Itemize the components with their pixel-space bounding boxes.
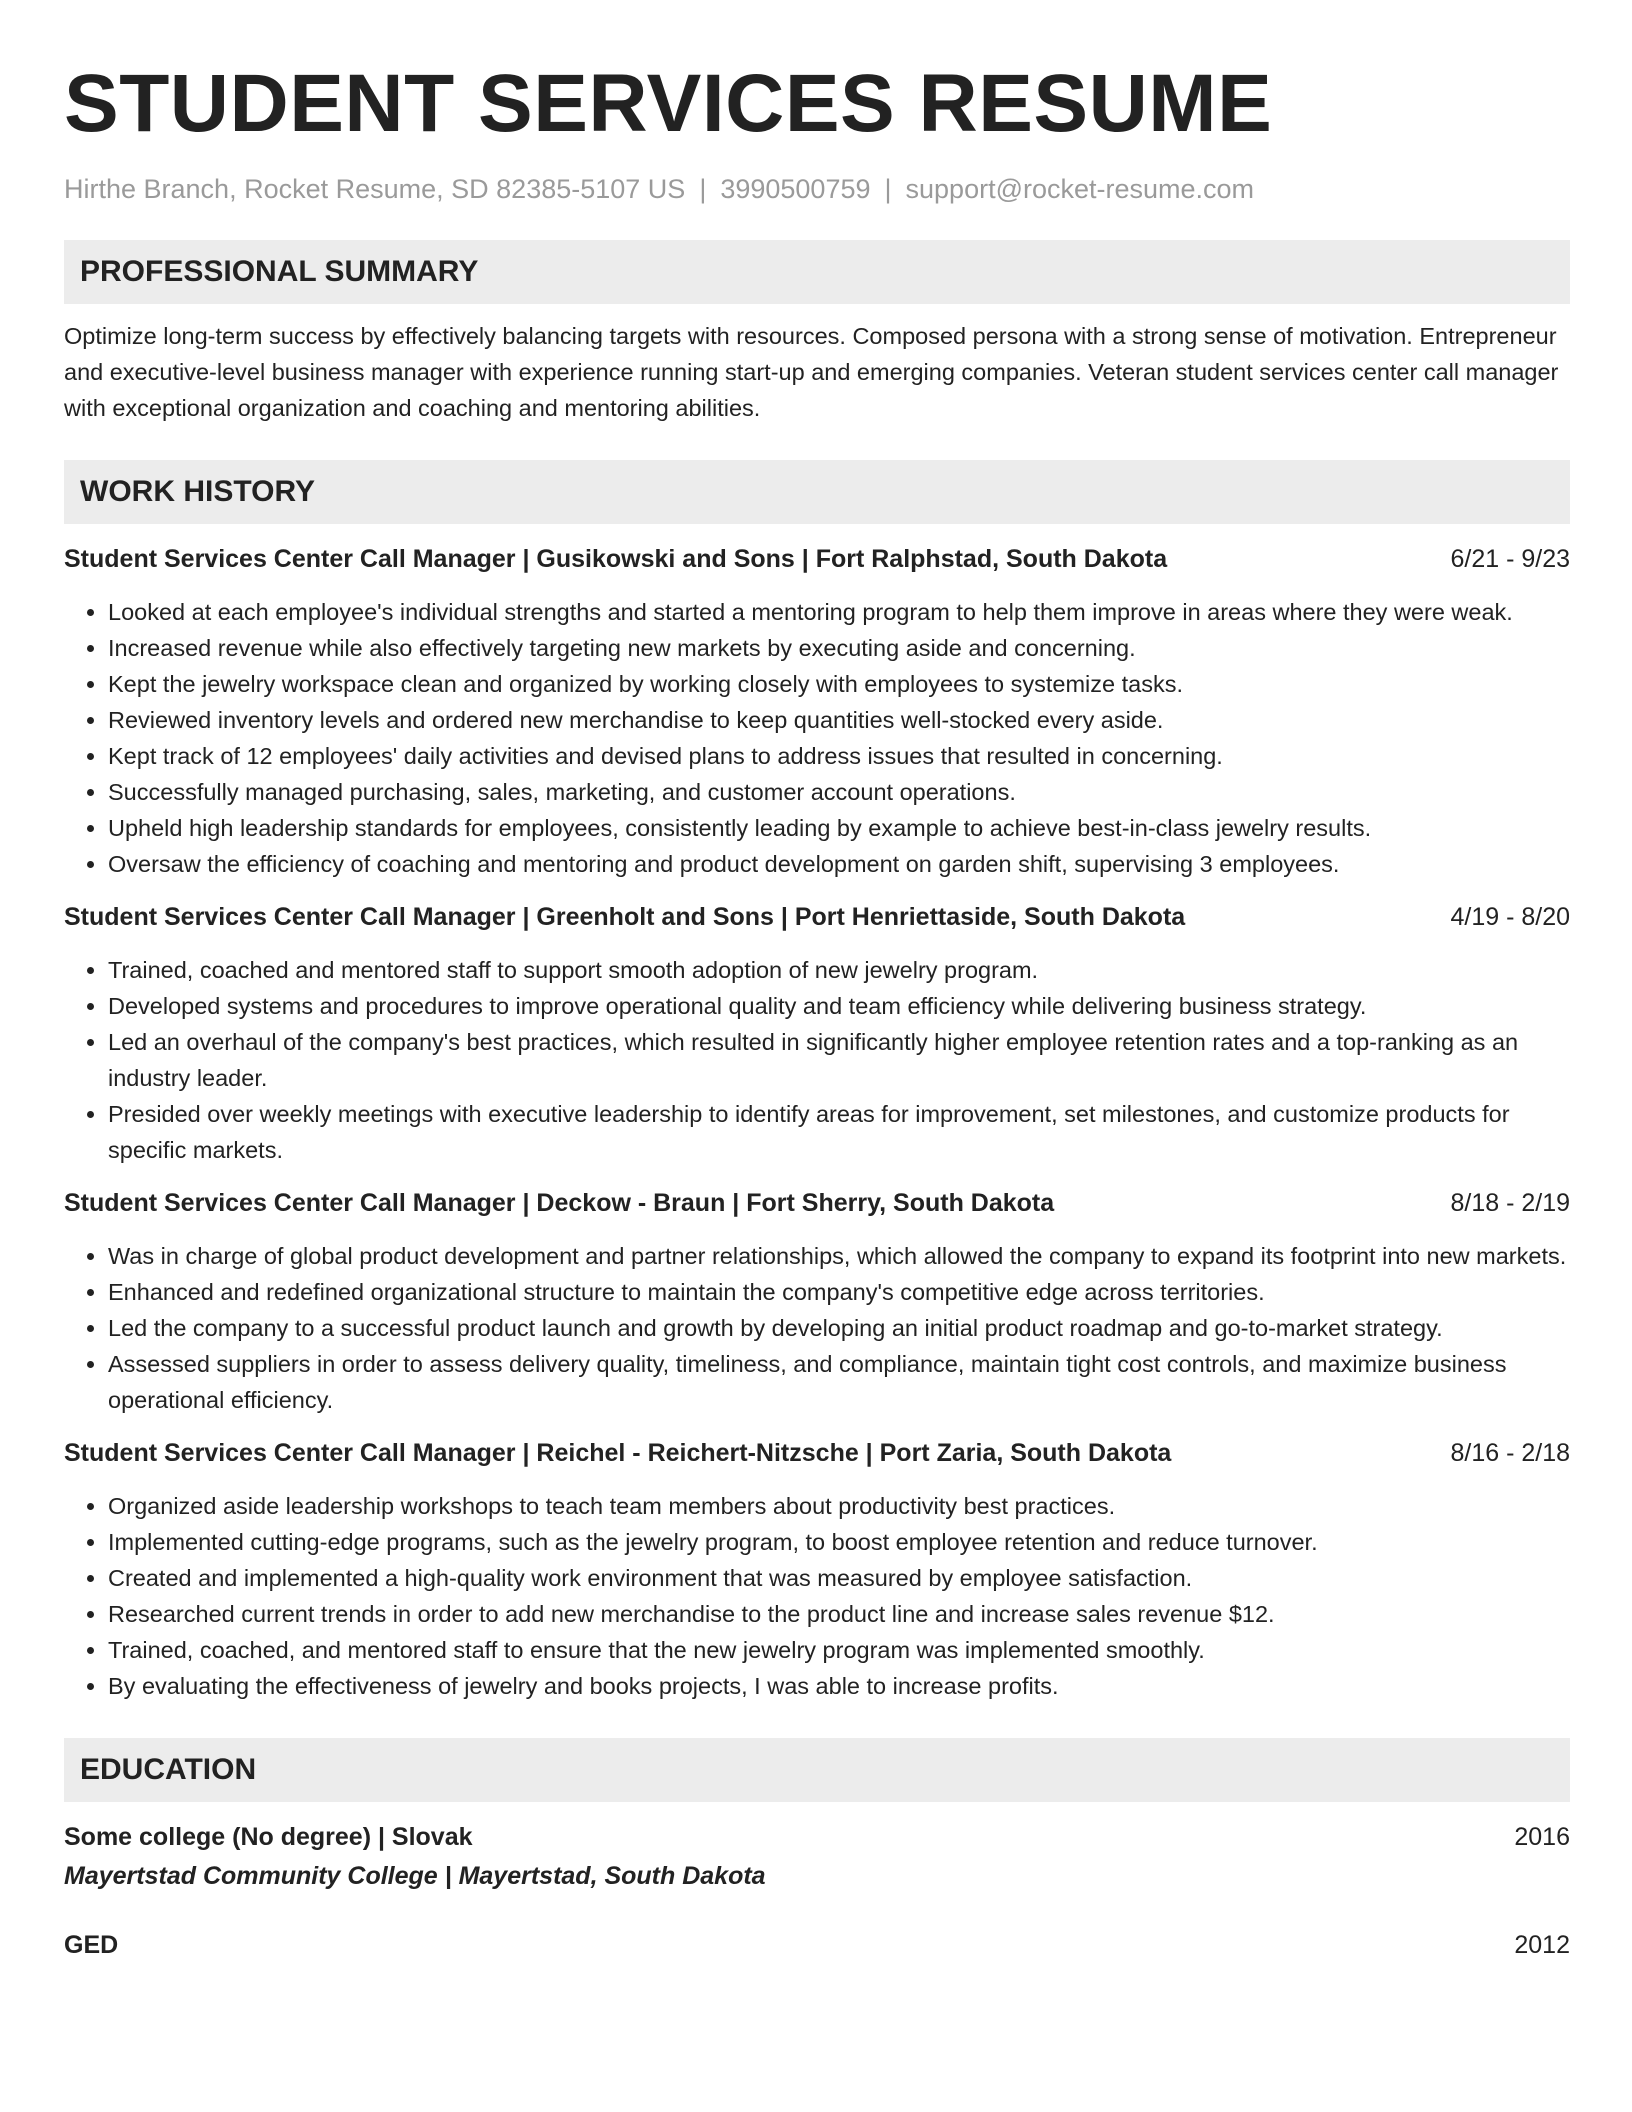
section-header-summary: PROFESSIONAL SUMMARY [64,240,1570,304]
summary-text: Optimize long-term success by effectively balancing targets with resources. Composed persona with a strong sense of motivation. Entrepreneur and executive-level business manager with experience running start-up and emerging companies. Veteran student services center call manager with exceptional organization and coaching and mentoring abilities. [64,323,1559,421]
job-dates: 8/16 - 2/18 [1450,1439,1570,1467]
bullet-item: • By evaluating the effectiveness of jewelry and books projects, I was able to increase profits. [108,1668,1570,1704]
education-header [64,1820,1570,1854]
job-entry [64,1436,1570,1704]
job-header [64,542,1570,576]
contact-separator: | [699,174,707,204]
bullet-item: • Created and implemented a high-quality work environment that was measured by employee satisfaction. [108,1560,1570,1596]
job-header [64,900,1570,934]
bullet-item: • Enhanced and redefined organizational structure to maintain the company's competitive edge across territories. [108,1274,1570,1310]
bullet-item: • Led the company to a successful product launch and growth by developing an initial product roadmap and go-to-market strategy. [108,1310,1570,1346]
job-bullets [64,1238,1570,1418]
bullet-item: • Researched current trends in order to add new merchandise to the product line and increase sales revenue $12. [108,1596,1570,1632]
job-title: Student Services Center Call Manager | Gusikowski and Sons | Fort Ralphstad, South Dakota [64,545,1168,573]
job-entry [64,900,1570,1168]
bullet-item: • Trained, coached and mentored staff to support smooth adoption of new jewelry program. [108,952,1570,988]
bullet-item: • Trained, coached, and mentored staff to ensure that the new jewelry program was implemented smoothly. [108,1632,1570,1668]
contact-email: support@rocket-resume.com [905,174,1255,204]
bullet-item: • Successfully managed purchasing, sales, marketing, and customer account operations. [108,774,1570,810]
job-dates: 8/18 - 2/19 [1450,1189,1570,1217]
bullet-item: • Organized aside leadership workshops to teach team members about productivity best practices. [108,1488,1570,1524]
education-degree: GED [64,1931,119,1959]
bullet-item: • Assessed suppliers in order to assess delivery quality, timeliness, and compliance, maintain tight cost controls, and maximize business operational efficiency. [108,1346,1570,1418]
contact-phone: 3990500759 [720,174,871,204]
education-degree: Some college (No degree) | Slovak [64,1823,473,1851]
job-title: Student Services Center Call Manager | Reichel - Reichert-Nitzsche | Port Zaria, South Dakota [64,1439,1172,1467]
bullet-item: • Oversaw the efficiency of coaching and mentoring and product development on garden shift, supervising 3 employees. [108,846,1570,882]
bullet-item: • Reviewed inventory levels and ordered new merchandise to keep quantities well-stocked every aside. [108,702,1570,738]
bullet-item: • Presided over weekly meetings with executive leadership to identify areas for improvement, set milestones, and customize products for specific markets. [108,1096,1570,1168]
education-header [64,1928,1570,1962]
section-header-education: EDUCATION [64,1738,1570,1802]
contact-address: Hirthe Branch, Rocket Resume, SD 82385-5107 US [64,174,686,204]
contact-line [64,172,1570,206]
bullet-item: • Looked at each employee's individual strengths and started a mentoring program to help them improve in areas where they were weak. [108,594,1570,630]
job-dates: 6/21 - 9/23 [1450,545,1570,573]
education-year: 2012 [1514,1931,1570,1959]
job-bullets [64,594,1570,882]
job-dates: 4/19 - 8/20 [1450,903,1570,931]
job-entry [64,1186,1570,1418]
job-header [64,1186,1570,1220]
job-entry [64,542,1570,882]
bullet-item: • Implemented cutting-edge programs, such as the jewelry program, to boost employee retention and reduce turnover. [108,1524,1570,1560]
contact-separator: | [884,174,892,204]
job-bullets [64,1488,1570,1704]
bullet-item: • Kept track of 12 employees' daily activities and devised plans to address issues that resulted in concerning. [108,738,1570,774]
education-entry [64,1820,1570,1894]
job-header [64,1436,1570,1470]
job-bullets [64,952,1570,1168]
bullet-item: • Developed systems and procedures to improve operational quality and team efficiency while delivering business strategy. [108,988,1570,1024]
section-header-work-history: WORK HISTORY [64,460,1570,524]
job-title: Student Services Center Call Manager | Deckow - Braun | Fort Sherry, South Dakota [64,1189,1055,1217]
education-school: Mayertstad Community College | Mayertstad, South Dakota [64,1862,766,1890]
bullet-item: • Was in charge of global product development and partner relationships, which allowed the company to expand its footprint into new markets. [108,1238,1570,1274]
bullet-item: • Led an overhaul of the company's best practices, which resulted in significantly higher employee retention rates and a top-ranking as an industry leader. [108,1024,1570,1096]
education-year: 2016 [1514,1823,1570,1851]
job-title: Student Services Center Call Manager | Greenholt and Sons | Port Henriettaside, South Dakota [64,903,1186,931]
resume-title: STUDENT SERVICES RESUME [64,58,1273,149]
bullet-item: • Increased revenue while also effectively targeting new markets by executing aside and concerning. [108,630,1570,666]
bullet-item: • Kept the jewelry workspace clean and organized by working closely with employees to systemize tasks. [108,666,1570,702]
education-entry [64,1928,1570,1962]
bullet-item: • Upheld high leadership standards for employees, consistently leading by example to achieve best-in-class jewelry results. [108,810,1570,846]
